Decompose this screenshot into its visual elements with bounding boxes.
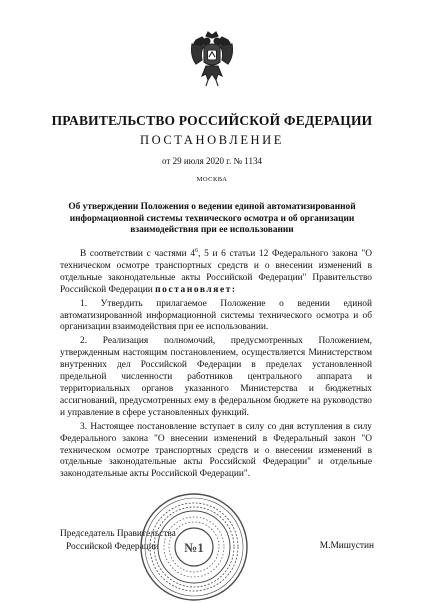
seal-number: №1 <box>184 540 204 555</box>
paragraph-item-3: 3. Настоящее постановление вступает в силу со дня вступления в силу Федерального закона "О внесении изменений в Федеральный закон "О техническом осмотре транспортных средств и о внесении изменений в отдельные законодательные акты Российской Федерации" и отдельные законодательные акты Российской Федерации". <box>60 421 372 480</box>
preamble-superscript: 6 <box>195 247 199 254</box>
signature-position-line-2: Российской Федерации <box>66 542 159 552</box>
preamble-text-start: В соответствии с частями 4 <box>80 249 196 259</box>
government-name: ПРАВИТЕЛЬСТВО РОССИЙСКОЙ ФЕДЕРАЦИИ <box>51 113 373 128</box>
document-type: ПОСТАНОВЛЕНИЕ <box>139 133 285 147</box>
signature-position-line-1: Председатель Правительства <box>60 529 176 539</box>
signatory-name: М.Мишустин <box>319 541 374 551</box>
preamble-text-rest: , 5 и 6 статьи 12 Федерального закона "О техническом осмотре транспортных средств и о внесении изменений в отдельные законодательные акты Российской Федерации" Правительство Российской Федерации <box>60 249 372 295</box>
resolves-word: постановляет: <box>155 284 237 295</box>
official-seal-stamp <box>138 491 250 603</box>
paragraph-item-1: 1. Утвердить прилагаемое Положение о ведении единой автоматизированной информационной системы технического осмотра и об организации взаимодействия при ее использовании. <box>60 298 372 333</box>
paragraph-item-2: 2. Реализация полномочий, предусмотренных Положением, утвержденным настоящим постановлением, осуществляется Министерством внутренних дел Российской Федерации в пределах установленной предельной численности работников центрального аппарата и территориальных органов указанного Министерства и бюджетных ассигнований, предусмотренных ему в федеральном бюджете на руководство и управление в сфере установленных функций. <box>60 336 372 418</box>
document-title: Об утверждении Положения о ведении единой автоматизированной информационной системы технического осмотра и об организации взаимодействия при ее использовании <box>68 202 356 236</box>
preamble-paragraph <box>60 249 372 297</box>
document-city: МОСКВА <box>196 176 228 183</box>
document-body <box>60 249 372 481</box>
coat-of-arms-emblem <box>188 30 236 88</box>
document-date-number: от 29 июля 2020 г. № 1134 <box>162 156 262 166</box>
